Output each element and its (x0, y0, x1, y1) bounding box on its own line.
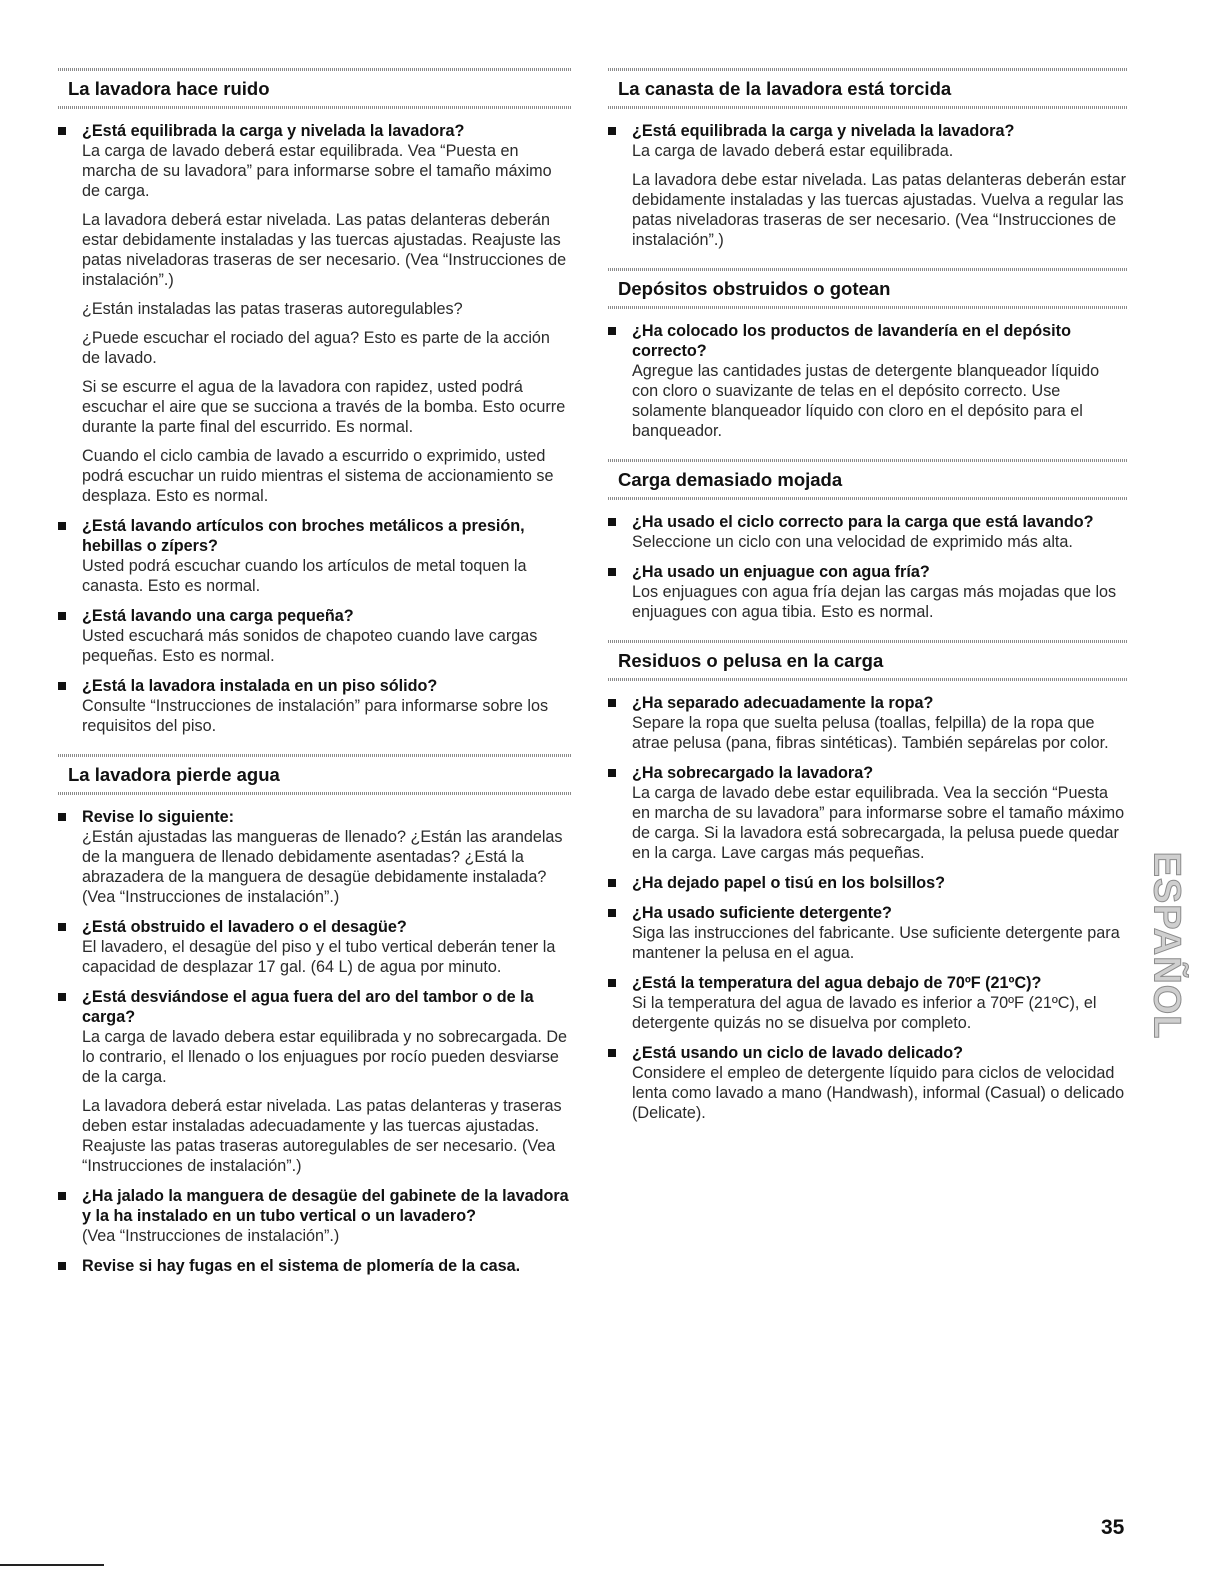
square-bullet-icon (58, 813, 66, 821)
square-bullet-icon (608, 127, 616, 135)
list-item (608, 512, 1128, 552)
question-list (608, 512, 1128, 622)
answer-paragraph: La carga de lavado deberá estar equilibrada. (632, 142, 954, 160)
square-bullet-icon (608, 699, 616, 707)
question-text: ¿Está equilibrada la carga y nivelada la lavadora? (82, 122, 465, 140)
question-text: Revise lo siguiente: (82, 808, 235, 826)
square-bullet-icon (58, 1192, 66, 1200)
list-item (58, 1256, 572, 1276)
question-text: ¿Está obstruido el lavadero o el desagüe? (82, 918, 407, 936)
question-text: ¿Ha usado el ciclo correcto para la carga que está lavando? (632, 513, 1094, 531)
language-tab-label: ESPAÑOL (1145, 851, 1188, 1039)
section-heading: Carga demasiado mojada (608, 459, 1128, 500)
list-item (58, 676, 572, 736)
question-text: ¿Ha jalado la manguera de desagüe del gabinete de la lavadora y la ha instalado en un tubo vertical o un lavadero? (82, 1187, 569, 1225)
question-list (58, 807, 572, 1276)
square-bullet-icon (608, 879, 616, 887)
answer-paragraph: Los enjuagues con agua fría dejan las cargas más mojadas que los enjuagues con agua tibia. Esto es normal. (632, 583, 1117, 621)
question-list (608, 321, 1128, 441)
list-item (58, 807, 572, 907)
answer-paragraph: ¿Están ajustadas las mangueras de llenado? ¿Están las arandelas de la manguera de llenado debidamente asentadas? ¿Está la abrazadera de la manguera de desagüe debidamente instalada? (Vea “Instrucciones de instalación”.) (82, 828, 563, 906)
answer-paragraph: Si la temperatura del agua de lavado es inferior a 70ºF (21ºC), el detergente quizás no se disuelva por completo. (632, 994, 1097, 1032)
square-bullet-icon (608, 769, 616, 777)
list-item (58, 516, 572, 596)
question-list (58, 121, 572, 736)
square-bullet-icon (608, 909, 616, 917)
question-text: ¿Ha dejado papel o tisú en los bolsillos? (632, 874, 946, 892)
list-item (608, 763, 1128, 863)
list-item (58, 917, 572, 977)
list-item (608, 873, 1128, 893)
list-item (608, 321, 1128, 441)
answer-paragraph: Considere el empleo de detergente líquido para ciclos de velocidad lenta como lavado a mano (Handwash), informal (Casual) o delicado (Delicate). (632, 1064, 1125, 1122)
answer-paragraph: La lavadora deberá estar nivelada. Las patas delanteras y traseras deben estar instaladas adecuadamente y las tuercas ajustadas. Reajuste las patas traseras autoregulables de ser necesario. (Vea “Instrucciones de instalación”.) (82, 1097, 562, 1175)
section-heading: La lavadora hace ruido (58, 68, 572, 109)
square-bullet-icon (58, 1262, 66, 1270)
section (608, 268, 1128, 441)
question-text: ¿Está lavando una carga pequeña? (82, 607, 354, 625)
square-bullet-icon (608, 979, 616, 987)
square-bullet-icon (58, 923, 66, 931)
answer-paragraph: Si se escurre el agua de la lavadora con rapidez, usted podrá escuchar el aire que se succiona a través de la bomba. Esto ocurre durante la parte final del escurrido. Es normal. (82, 378, 566, 436)
square-bullet-icon (58, 682, 66, 690)
section-heading: Residuos o pelusa en la carga (608, 640, 1128, 681)
answer-paragraph: ¿Están instaladas las patas traseras autoregulables? (82, 300, 463, 318)
list-item (608, 1043, 1128, 1123)
list-item (608, 121, 1128, 250)
section (608, 459, 1128, 622)
square-bullet-icon (58, 993, 66, 1001)
footer-rule (0, 1564, 104, 1566)
left-column (58, 68, 572, 1294)
square-bullet-icon (608, 568, 616, 576)
language-side-tab (1146, 818, 1186, 1072)
section-heading: La lavadora pierde agua (58, 754, 572, 795)
question-text: ¿Está usando un ciclo de lavado delicado? (632, 1044, 964, 1062)
section-heading: La canasta de la lavadora está torcida (608, 68, 1128, 109)
question-text: ¿Está desviándose el agua fuera del aro del tambor o de la carga? (82, 988, 534, 1026)
answer-paragraph: (Vea “Instrucciones de instalación”.) (82, 1227, 340, 1245)
answer-paragraph: Usted escuchará más sonidos de chapoteo cuando lave cargas pequeñas. Esto es normal. (82, 627, 538, 665)
question-list (608, 121, 1128, 250)
answer-paragraph: Cuando el ciclo cambia de lavado a escurrido o exprimido, usted podrá escuchar un ruido mientras el sistema de accionamiento se desplaza. Esto es normal. (82, 447, 554, 505)
question-text: ¿Ha sobrecargado la lavadora? (632, 764, 874, 782)
question-text: ¿Está la temperatura del agua debajo de 70ºF (21ºC)? (632, 974, 1042, 992)
square-bullet-icon (608, 327, 616, 335)
answer-paragraph: La carga de lavado debe estar equilibrada. Vea la sección “Puesta en marcha de su lavadora” para informarse sobre el tamaño máximo de carga. Si la lavadora está sobrecargada, la pelusa puede quedar en la carga. Lave cargas más pequeñas. (632, 784, 1125, 862)
answer-paragraph: Usted podrá escuchar cuando los artículos de metal toquen la canasta. Esto es normal. (82, 557, 527, 595)
answer-paragraph: La carga de lavado deberá estar equilibrada. Vea “Puesta en marcha de su lavadora” para informarse sobre el tamaño máximo de carga. (82, 142, 552, 200)
question-text: ¿Ha usado suficiente detergente? (632, 904, 892, 922)
list-item (608, 562, 1128, 622)
square-bullet-icon (608, 1049, 616, 1057)
square-bullet-icon (608, 518, 616, 526)
answer-paragraph: ¿Puede escuchar el rociado del agua? Esto es parte de la acción de lavado. (82, 329, 550, 367)
list-item (608, 973, 1128, 1033)
answer-paragraph: Siga las instrucciones del fabricante. Use suficiente detergente para mantener la pelusa en el agua. (632, 924, 1120, 962)
answer-paragraph: Separe la ropa que suelta pelusa (toallas, felpilla) de la ropa que atrae pelusa (pana, fibras sintéticas). También sepárelas por color. (632, 714, 1109, 752)
question-text: ¿Ha separado adecuadamente la ropa? (632, 694, 934, 712)
section (58, 68, 572, 736)
list-item (58, 121, 572, 506)
list-item (608, 903, 1128, 963)
question-text: ¿Ha usado un enjuague con agua fría? (632, 563, 930, 581)
section (58, 754, 572, 1276)
list-item (58, 987, 572, 1176)
answer-paragraph: Agregue las cantidades justas de detergente blanqueador líquido con cloro o suavizante de telas en el depósito correcto. Use solamente blanqueador líquido con cloro en el depósito para el banqueador. (632, 362, 1100, 440)
square-bullet-icon (58, 522, 66, 530)
answer-paragraph: El lavadero, el desagüe del piso y el tubo vertical deberán tener la capacidad de desplazar 17 gal. (64 L) de agua por minuto. (82, 938, 556, 976)
answer-paragraph: La lavadora debe estar nivelada. Las patas delanteras deberán estar debidamente instaladas y las tuercas ajustadas. Vuelva a regular las patas niveladoras traseras de ser necesario. (Vea “Instrucciones de instalación”.) (632, 171, 1127, 249)
answer-paragraph: La carga de lavado debera estar equilibrada y no sobrecargada. De lo contrario, el llenado o los enjuagues por rocío pueden desviarse de la carga. (82, 1028, 568, 1086)
square-bullet-icon (58, 127, 66, 135)
list-item (58, 606, 572, 666)
right-column (608, 68, 1128, 1141)
question-text: ¿Está la lavadora instalada en un piso sólido? (82, 677, 438, 695)
answer-paragraph: La lavadora deberá estar nivelada. Las patas delanteras deberán estar debidamente instaladas y las tuercas ajustadas. Reajuste las patas niveladoras traseras de ser necesario. (Vea “Instrucciones de instalación”.) (82, 211, 567, 289)
list-item (608, 693, 1128, 753)
question-text: Revise si hay fugas en el sistema de plomería de la casa. (82, 1257, 521, 1275)
question-text: ¿Ha colocado los productos de lavandería en el depósito correcto? (632, 322, 1071, 360)
page-number: 35 (1101, 1516, 1125, 1539)
question-list (608, 693, 1128, 1123)
square-bullet-icon (58, 612, 66, 620)
question-text: ¿Está lavando artículos con broches metálicos a presión, hebillas o zípers? (82, 517, 525, 555)
answer-paragraph: Consulte “Instrucciones de instalación” para informarse sobre los requisitos del piso. (82, 697, 549, 735)
section (608, 640, 1128, 1123)
section-heading: Depósitos obstruidos o gotean (608, 268, 1128, 309)
answer-paragraph: Seleccione un ciclo con una velocidad de exprimido más alta. (632, 533, 1073, 551)
section (608, 68, 1128, 250)
list-item (58, 1186, 572, 1246)
question-text: ¿Está equilibrada la carga y nivelada la lavadora? (632, 122, 1015, 140)
